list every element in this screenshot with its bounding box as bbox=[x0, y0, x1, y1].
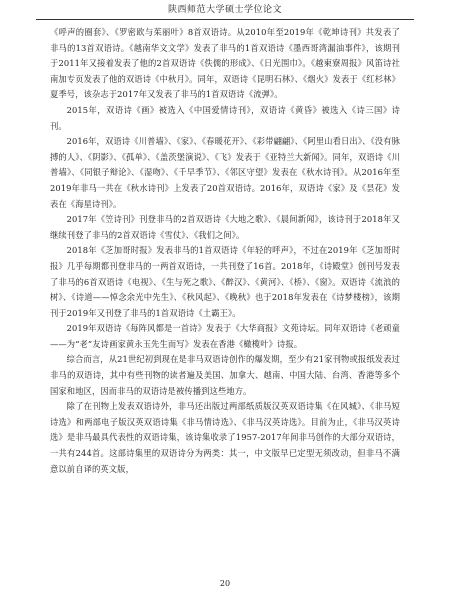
paragraph-5: 2018年《芝加哥时报》发表非马的1首双语诗《年轻的呼声》，不过在2019年《芝加哥时报》几乎每期都刊登非马的一两首双语诗，一共刊登了16首。2018年，《诗殿堂》创刊号发表了非马的6首双语诗《电视》、《生与死之歌》、《醉汉》、《黄河》、《桥》、《窗》。双语诗《流浪的树》、《诗道——悼念余光中先生》、《秋风起》、《晚秋》也于2018年发表在《诗梦楼榜》，该期刊于2019年又刊登了非马的1首双语诗《土霸王》。 bbox=[50, 245, 400, 318]
paragraph-2: 2015年，双语诗《画》被选入《中国爱情诗刊》，双语诗《黄昏》被选入《诗三国》诗刊。 bbox=[50, 104, 400, 131]
paragraph-1: 《呼声的圈套》、《罗密欧与茱丽叶》8首双语诗。从2010年至2019年《乾坤诗刊》共发表了非马的13首双语诗。《越南华文文学》发表了非马的1首双语诗《墨西哥湾漏油事件》，该期刊于2011年又接着发表了他的2首双语诗《佚儒的形成》、《日光围巾》。《越柬寮周报》风笛诗社南加专页发表了他的双语诗《中秋月》。同年，双语诗《昆明石林》、《烟火》发表于《红杉林》夏季号，该杂志于2017年又发表了非马的1首双语诗《流弹》。 bbox=[50, 27, 400, 100]
running-header: 陕西师范大学硕士学位论文 bbox=[36, 2, 414, 20]
paragraph-3: 2016年，双语诗《川普墙》、《家》、《春暖花开》、《彩带翩翩》、《阿里山看日出》、《没有脉搏的人》、《阴影》、《孤单》、《盖茨堡演说》、《飞》发表于《亚特兰大新闻》。同年，双语诗《川普墙》、《同银子辩论》、《湿吻》、《千早季节》、《邻区守望》发表在《秋水诗刊》。从2016年至2019年非马一共在《秋水诗刊》上发表了20首双语诗。2016年，双语诗《家》及《昙花》发表在《海星诗刊》。 bbox=[50, 136, 400, 209]
document-body bbox=[50, 25, 400, 477]
paragraph-8: 除了在刊物上发表双语诗外，非马还出版过两部纸质版汉英双语诗集《在风城》、《非马短诗选》和两部电子版汉英双语诗集《非马情诗选》、《非马汉英诗选》。目前为止，《非马汉英诗选》是非马最具代表性的双语诗集，该诗集收录了1957-2017年间非马创作的大部分双语诗，一共有244首。这部诗集里的双语诗分为两类：其一，中文版早已定型无须改动，但非马不满意以前自译的英文版， bbox=[50, 401, 400, 474]
paragraph-4: 2017年《笠诗刊》刊登非马的2首双语诗《大地之歌》、《晨间新闻》，该诗刊于2018年又继续刊登了非马的2首双语诗《雪仗》、《我们之间》。 bbox=[50, 214, 400, 240]
paragraph-7: 综合而言，从21世纪初到现在是非马双语诗创作的爆发期，至少有21家刊物或报纸发表过非马的双语诗，其中有些刊物的读者遍及美国、加拿大、越南、中国大陆、台湾、香港等多个国家和地区，因而非马的双语诗是被传播到这些地方。 bbox=[50, 354, 400, 396]
paragraph-6: 2019年双语诗《每阵风都是一首诗》发表于《大华商报》文苑诗坛。同年双语诗《老顽童——为“老”友诗画家黄永玉先生而写》发表在香港《橄榄叶》诗报。 bbox=[50, 323, 400, 349]
page-number: 20 bbox=[219, 579, 231, 588]
